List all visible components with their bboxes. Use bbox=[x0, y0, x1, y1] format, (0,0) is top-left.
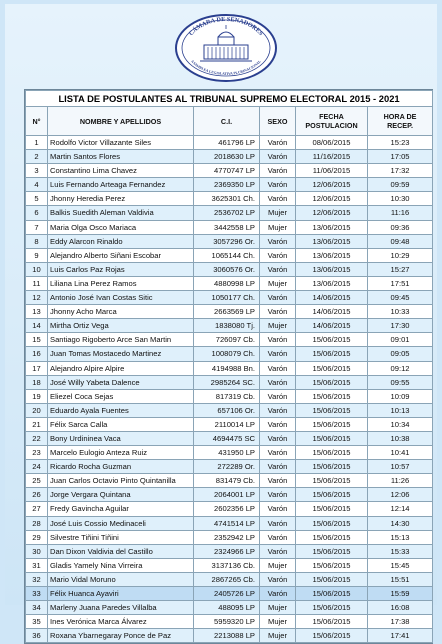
cell-name: Alejandro Alberto Siñani Escobar bbox=[48, 248, 194, 262]
seal-bottom-text: ASAMBLEA LEGISLATIVA PLURINACIONAL bbox=[190, 59, 262, 76]
cell-ci: 2369350 LP bbox=[194, 178, 260, 192]
table-row bbox=[26, 587, 433, 601]
cell-number: 15 bbox=[26, 333, 48, 347]
cell-number: 24 bbox=[26, 460, 48, 474]
cell-sex: Mujer bbox=[260, 615, 296, 629]
cell-ci: 2985264 SC. bbox=[194, 375, 260, 389]
cell-number: 25 bbox=[26, 474, 48, 488]
cell-name: Eliezel Coca Sejas bbox=[48, 389, 194, 403]
cell-time: 16:08 bbox=[368, 601, 433, 615]
cell-name: José Willy Yabeta Dalence bbox=[48, 375, 194, 389]
table-row bbox=[26, 361, 433, 375]
cell-date: 14/06/2015 bbox=[296, 291, 368, 305]
cell-date: 15/06/2015 bbox=[296, 629, 368, 643]
cell-time: 09:36 bbox=[368, 220, 433, 234]
cell-sex: Mujer bbox=[260, 206, 296, 220]
cell-date: 15/06/2015 bbox=[296, 389, 368, 403]
cell-name: Jorge Vergara Quintana bbox=[48, 488, 194, 502]
table-row bbox=[26, 220, 433, 234]
cell-ci: 2324966 LP bbox=[194, 544, 260, 558]
cell-date: 15/06/2015 bbox=[296, 417, 368, 431]
cell-time: 17:30 bbox=[368, 319, 433, 333]
cell-sex: Varón bbox=[260, 192, 296, 206]
cell-time: 11:26 bbox=[368, 474, 433, 488]
cell-name: Rodolfo Victor Villazante Siles bbox=[48, 136, 194, 150]
cell-date: 15/06/2015 bbox=[296, 601, 368, 615]
cell-ci: 4194988 Bn. bbox=[194, 361, 260, 375]
cell-time: 10:57 bbox=[368, 460, 433, 474]
cell-sex: Varón bbox=[260, 248, 296, 262]
cell-sex: Varón bbox=[260, 460, 296, 474]
cell-time: 12:14 bbox=[368, 502, 433, 516]
cell-name: Eduardo Ayala Fuentes bbox=[48, 403, 194, 417]
cell-name: Marleny Juana Paredes Villalba bbox=[48, 601, 194, 615]
cell-time: 14:30 bbox=[368, 516, 433, 530]
cell-date: 15/06/2015 bbox=[296, 474, 368, 488]
cell-name: Mario Vidal Moruno bbox=[48, 572, 194, 586]
table-row bbox=[26, 291, 433, 305]
cell-name: Gladis Yamely Nina Virreira bbox=[48, 558, 194, 572]
cell-date: 12/06/2015 bbox=[296, 192, 368, 206]
table-row bbox=[26, 150, 433, 164]
cell-time: 10:33 bbox=[368, 305, 433, 319]
cell-number: 28 bbox=[26, 516, 48, 530]
cell-date: 13/06/2015 bbox=[296, 220, 368, 234]
cell-time: 11:16 bbox=[368, 206, 433, 220]
cell-number: 13 bbox=[26, 305, 48, 319]
cell-number: 16 bbox=[26, 347, 48, 361]
table-row bbox=[26, 178, 433, 192]
cell-sex: Varón bbox=[260, 234, 296, 248]
cell-sex: Varón bbox=[260, 305, 296, 319]
cell-name: Maria Olga Osco Mariaca bbox=[48, 220, 194, 234]
cell-time: 15:27 bbox=[368, 262, 433, 276]
cell-sex: Mujer bbox=[260, 220, 296, 234]
cell-ci: 272289 Or. bbox=[194, 460, 260, 474]
cell-ci: 1008079 Ch. bbox=[194, 347, 260, 361]
cell-date: 15/06/2015 bbox=[296, 530, 368, 544]
cell-time: 12:06 bbox=[368, 488, 433, 502]
cell-ci: 4880998 LP bbox=[194, 276, 260, 290]
table-row bbox=[26, 488, 433, 502]
table-row bbox=[26, 234, 433, 248]
table-row bbox=[26, 601, 433, 615]
table-row bbox=[26, 206, 433, 220]
table-row bbox=[26, 431, 433, 445]
senate-seal bbox=[172, 11, 280, 83]
header-no: N° bbox=[26, 107, 48, 136]
cell-sex: Mujer bbox=[260, 319, 296, 333]
table-row bbox=[26, 615, 433, 629]
header-date: FECHA POSTULACION bbox=[296, 107, 368, 136]
cell-name: Marcelo Eulogio Anteza Ruiz bbox=[48, 446, 194, 460]
cell-ci: 2018630 LP bbox=[194, 150, 260, 164]
cell-sex: Mujer bbox=[260, 601, 296, 615]
table-row bbox=[26, 530, 433, 544]
cell-number: 17 bbox=[26, 361, 48, 375]
header-ci: C.I. bbox=[194, 107, 260, 136]
table-row bbox=[26, 305, 433, 319]
cell-date: 15/06/2015 bbox=[296, 502, 368, 516]
senate-seal-icon bbox=[172, 11, 280, 83]
table-title: LISTA DE POSTULANTES AL TRIBUNAL SUPREMO ELECTORAL 2015 - 2021 bbox=[26, 91, 433, 107]
table-body bbox=[26, 136, 433, 643]
cell-time: 17:38 bbox=[368, 615, 433, 629]
cell-time: 09:45 bbox=[368, 291, 433, 305]
cell-sex: Varón bbox=[260, 178, 296, 192]
cell-number: 8 bbox=[26, 234, 48, 248]
table-row bbox=[26, 347, 433, 361]
cell-time: 10:38 bbox=[368, 431, 433, 445]
cell-ci: 2064001 LP bbox=[194, 488, 260, 502]
table-row bbox=[26, 164, 433, 178]
cell-sex: Varón bbox=[260, 474, 296, 488]
cell-sex: Varón bbox=[260, 587, 296, 601]
cell-sex: Mujer bbox=[260, 629, 296, 643]
cell-number: 26 bbox=[26, 488, 48, 502]
cell-time: 10:30 bbox=[368, 192, 433, 206]
cell-sex: Varón bbox=[260, 530, 296, 544]
cell-number: 7 bbox=[26, 220, 48, 234]
cell-number: 36 bbox=[26, 629, 48, 643]
cell-number: 5 bbox=[26, 192, 48, 206]
cell-time: 10:13 bbox=[368, 403, 433, 417]
cell-name: Ricardo Rocha Guzman bbox=[48, 460, 194, 474]
cell-date: 15/06/2015 bbox=[296, 347, 368, 361]
cell-ci: 726097 Cb. bbox=[194, 333, 260, 347]
cell-time: 15:13 bbox=[368, 530, 433, 544]
cell-name: Félix Sarca Calla bbox=[48, 417, 194, 431]
cell-time: 10:29 bbox=[368, 248, 433, 262]
cell-number: 34 bbox=[26, 601, 48, 615]
table-row bbox=[26, 262, 433, 276]
cell-number: 4 bbox=[26, 178, 48, 192]
table-row bbox=[26, 389, 433, 403]
table-row bbox=[26, 333, 433, 347]
cell-time: 15:51 bbox=[368, 572, 433, 586]
table-row bbox=[26, 629, 433, 643]
cell-sex: Varón bbox=[260, 502, 296, 516]
cell-sex: Varón bbox=[260, 417, 296, 431]
cell-number: 2 bbox=[26, 150, 48, 164]
cell-ci: 1838080 Tj. bbox=[194, 319, 260, 333]
table-row bbox=[26, 403, 433, 417]
cell-ci: 3057296 Or. bbox=[194, 234, 260, 248]
cell-date: 13/06/2015 bbox=[296, 276, 368, 290]
cell-time: 17:51 bbox=[368, 276, 433, 290]
cell-name: Liliana Lina Perez Ramos bbox=[48, 276, 194, 290]
table-row bbox=[26, 516, 433, 530]
cell-number: 22 bbox=[26, 431, 48, 445]
cell-time: 09:48 bbox=[368, 234, 433, 248]
cell-time: 15:23 bbox=[368, 136, 433, 150]
cell-number: 10 bbox=[26, 262, 48, 276]
cell-name: Jhonny Acho Marca bbox=[48, 305, 194, 319]
cell-time: 17:41 bbox=[368, 629, 433, 643]
cell-name: Fredy Gavincha Aguilar bbox=[48, 502, 194, 516]
cell-number: 18 bbox=[26, 375, 48, 389]
cell-number: 20 bbox=[26, 403, 48, 417]
table-row bbox=[26, 446, 433, 460]
cell-sex: Varón bbox=[260, 544, 296, 558]
cell-date: 15/06/2015 bbox=[296, 460, 368, 474]
cell-ci: 2536702 LP bbox=[194, 206, 260, 220]
cell-date: 15/06/2015 bbox=[296, 572, 368, 586]
cell-number: 3 bbox=[26, 164, 48, 178]
cell-date: 13/06/2015 bbox=[296, 248, 368, 262]
cell-name: Mirtha Ortiz Vega bbox=[48, 319, 194, 333]
cell-sex: Varón bbox=[260, 375, 296, 389]
cell-sex: Varón bbox=[260, 389, 296, 403]
cell-date: 08/06/2015 bbox=[296, 136, 368, 150]
cell-number: 11 bbox=[26, 276, 48, 290]
cell-name: Alejandro Alpire Alpire bbox=[48, 361, 194, 375]
cell-ci: 5959320 LP bbox=[194, 615, 260, 629]
cell-ci: 817319 Cb. bbox=[194, 389, 260, 403]
cell-time: 17:05 bbox=[368, 150, 433, 164]
cell-number: 1 bbox=[26, 136, 48, 150]
cell-sex: Varón bbox=[260, 347, 296, 361]
table-row bbox=[26, 572, 433, 586]
cell-ci: 1065144 Ch. bbox=[194, 248, 260, 262]
page-frame bbox=[5, 4, 437, 641]
cell-date: 15/06/2015 bbox=[296, 403, 368, 417]
table-row bbox=[26, 544, 433, 558]
cell-date: 13/06/2015 bbox=[296, 262, 368, 276]
cell-ci: 2602356 LP bbox=[194, 502, 260, 516]
cell-time: 09:59 bbox=[368, 178, 433, 192]
cell-ci: 1050177 Ch. bbox=[194, 291, 260, 305]
cell-number: 29 bbox=[26, 530, 48, 544]
cell-ci: 2110014 LP bbox=[194, 417, 260, 431]
cell-number: 6 bbox=[26, 206, 48, 220]
cell-name: Félix Huanca Ayaviri bbox=[48, 587, 194, 601]
cell-sex: Varón bbox=[260, 361, 296, 375]
cell-sex: Varón bbox=[260, 150, 296, 164]
table-row bbox=[26, 276, 433, 290]
cell-name: Ines Verónica Marca Álvarez bbox=[48, 615, 194, 629]
cell-number: 30 bbox=[26, 544, 48, 558]
cell-name: Constantino Lima Chavez bbox=[48, 164, 194, 178]
cell-time: 09:05 bbox=[368, 347, 433, 361]
cell-sex: Varón bbox=[260, 262, 296, 276]
table-row bbox=[26, 474, 433, 488]
cell-date: 15/06/2015 bbox=[296, 446, 368, 460]
cell-time: 09:12 bbox=[368, 361, 433, 375]
table-row bbox=[26, 502, 433, 516]
cell-sex: Varón bbox=[260, 164, 296, 178]
cell-sex: Varón bbox=[260, 431, 296, 445]
cell-number: 12 bbox=[26, 291, 48, 305]
cell-date: 15/06/2015 bbox=[296, 558, 368, 572]
cell-date: 15/06/2015 bbox=[296, 361, 368, 375]
cell-time: 09:01 bbox=[368, 333, 433, 347]
cell-date: 11/16/2015 bbox=[296, 150, 368, 164]
header-sex: SEXO bbox=[260, 107, 296, 136]
cell-name: Luis Carlos Paz Rojas bbox=[48, 262, 194, 276]
cell-sex: Mujer bbox=[260, 558, 296, 572]
cell-date: 15/06/2015 bbox=[296, 516, 368, 530]
cell-sex: Varón bbox=[260, 516, 296, 530]
cell-number: 14 bbox=[26, 319, 48, 333]
cell-time: 10:09 bbox=[368, 389, 433, 403]
cell-date: 15/06/2015 bbox=[296, 615, 368, 629]
cell-sex: Varón bbox=[260, 403, 296, 417]
cell-time: 10:34 bbox=[368, 417, 433, 431]
cell-sex: Varón bbox=[260, 333, 296, 347]
table-row bbox=[26, 375, 433, 389]
cell-date: 15/06/2015 bbox=[296, 488, 368, 502]
cell-date: 14/06/2015 bbox=[296, 319, 368, 333]
cell-ci: 4694475 SC bbox=[194, 431, 260, 445]
cell-time: 17:32 bbox=[368, 164, 433, 178]
candidates-table-sheet bbox=[24, 89, 433, 644]
cell-date: 11/06/2015 bbox=[296, 164, 368, 178]
cell-date: 15/06/2015 bbox=[296, 431, 368, 445]
cell-ci: 4770747 LP bbox=[194, 164, 260, 178]
table-row bbox=[26, 248, 433, 262]
cell-number: 32 bbox=[26, 572, 48, 586]
cell-sex: Varón bbox=[260, 572, 296, 586]
seal-top-text: CÁMARA DE SENADORES bbox=[187, 15, 265, 38]
table-row bbox=[26, 558, 433, 572]
cell-name: Dan Dixon Valdivia del Castillo bbox=[48, 544, 194, 558]
cell-ci: 3137136 Cb. bbox=[194, 558, 260, 572]
cell-number: 23 bbox=[26, 446, 48, 460]
cell-sex: Varón bbox=[260, 488, 296, 502]
cell-name: Luis Fernando Arteaga Fernandez bbox=[48, 178, 194, 192]
cell-name: Antonio José Ivan Costas Sitic bbox=[48, 291, 194, 305]
table-row bbox=[26, 136, 433, 150]
cell-sex: Varón bbox=[260, 446, 296, 460]
cell-name: Santiago Rigoberto Arce San Martin bbox=[48, 333, 194, 347]
cell-sex: Varón bbox=[260, 136, 296, 150]
cell-date: 15/06/2015 bbox=[296, 375, 368, 389]
cell-number: 33 bbox=[26, 587, 48, 601]
cell-time: 15:45 bbox=[368, 558, 433, 572]
cell-name: Eddy Alarcon Rinaldo bbox=[48, 234, 194, 248]
cell-ci: 4741514 LP bbox=[194, 516, 260, 530]
cell-number: 9 bbox=[26, 248, 48, 262]
header-time: HORA DE RECEP. bbox=[368, 107, 433, 136]
cell-date: 14/06/2015 bbox=[296, 305, 368, 319]
cell-name: Balkis Suedith Aleman Valdivia bbox=[48, 206, 194, 220]
cell-date: 15/06/2015 bbox=[296, 333, 368, 347]
cell-date: 15/06/2015 bbox=[296, 544, 368, 558]
cell-time: 15:33 bbox=[368, 544, 433, 558]
cell-number: 35 bbox=[26, 615, 48, 629]
cell-ci: 657106 Or. bbox=[194, 403, 260, 417]
cell-time: 15:59 bbox=[368, 587, 433, 601]
table-row bbox=[26, 192, 433, 206]
candidates-table bbox=[25, 90, 433, 643]
cell-name: Juan Tomas Mostacedo Martinez bbox=[48, 347, 194, 361]
cell-ci: 461796 LP bbox=[194, 136, 260, 150]
table-row bbox=[26, 319, 433, 333]
cell-date: 12/06/2015 bbox=[296, 206, 368, 220]
table-row bbox=[26, 460, 433, 474]
table-row bbox=[26, 417, 433, 431]
cell-ci: 2352942 LP bbox=[194, 530, 260, 544]
cell-name: Martin Santos Flores bbox=[48, 150, 194, 164]
cell-ci: 2663569 LP bbox=[194, 305, 260, 319]
cell-name: Juan Carlos Octavio Pinto Quintanilla bbox=[48, 474, 194, 488]
cell-ci: 2405726 LP bbox=[194, 587, 260, 601]
cell-date: 15/06/2015 bbox=[296, 587, 368, 601]
cell-ci: 2213088 LP bbox=[194, 629, 260, 643]
cell-name: Jhonny Heredia Perez bbox=[48, 192, 194, 206]
cell-time: 09:55 bbox=[368, 375, 433, 389]
header-name: NOMBRE Y APELLIDOS bbox=[48, 107, 194, 136]
cell-name: Bony Urdininea Vaca bbox=[48, 431, 194, 445]
cell-sex: Mujer bbox=[260, 276, 296, 290]
cell-ci: 831479 Cb. bbox=[194, 474, 260, 488]
cell-time: 10:41 bbox=[368, 446, 433, 460]
cell-number: 27 bbox=[26, 502, 48, 516]
cell-name: Silvestre Tiñini Tiñini bbox=[48, 530, 194, 544]
cell-number: 31 bbox=[26, 558, 48, 572]
cell-ci: 3060576 Or. bbox=[194, 262, 260, 276]
cell-ci: 431950 LP bbox=[194, 446, 260, 460]
cell-name: José Luis Cossio Medinaceli bbox=[48, 516, 194, 530]
cell-date: 13/06/2015 bbox=[296, 234, 368, 248]
cell-sex: Varón bbox=[260, 291, 296, 305]
cell-ci: 488095 LP bbox=[194, 601, 260, 615]
cell-number: 19 bbox=[26, 389, 48, 403]
cell-name: Roxana Ybarnegaray Ponce de Paz bbox=[48, 629, 194, 643]
cell-ci: 3442558 LP bbox=[194, 220, 260, 234]
cell-date: 12/06/2015 bbox=[296, 178, 368, 192]
cell-ci: 2867265 Cb. bbox=[194, 572, 260, 586]
cell-number: 21 bbox=[26, 417, 48, 431]
cell-ci: 3625301 Ch. bbox=[194, 192, 260, 206]
